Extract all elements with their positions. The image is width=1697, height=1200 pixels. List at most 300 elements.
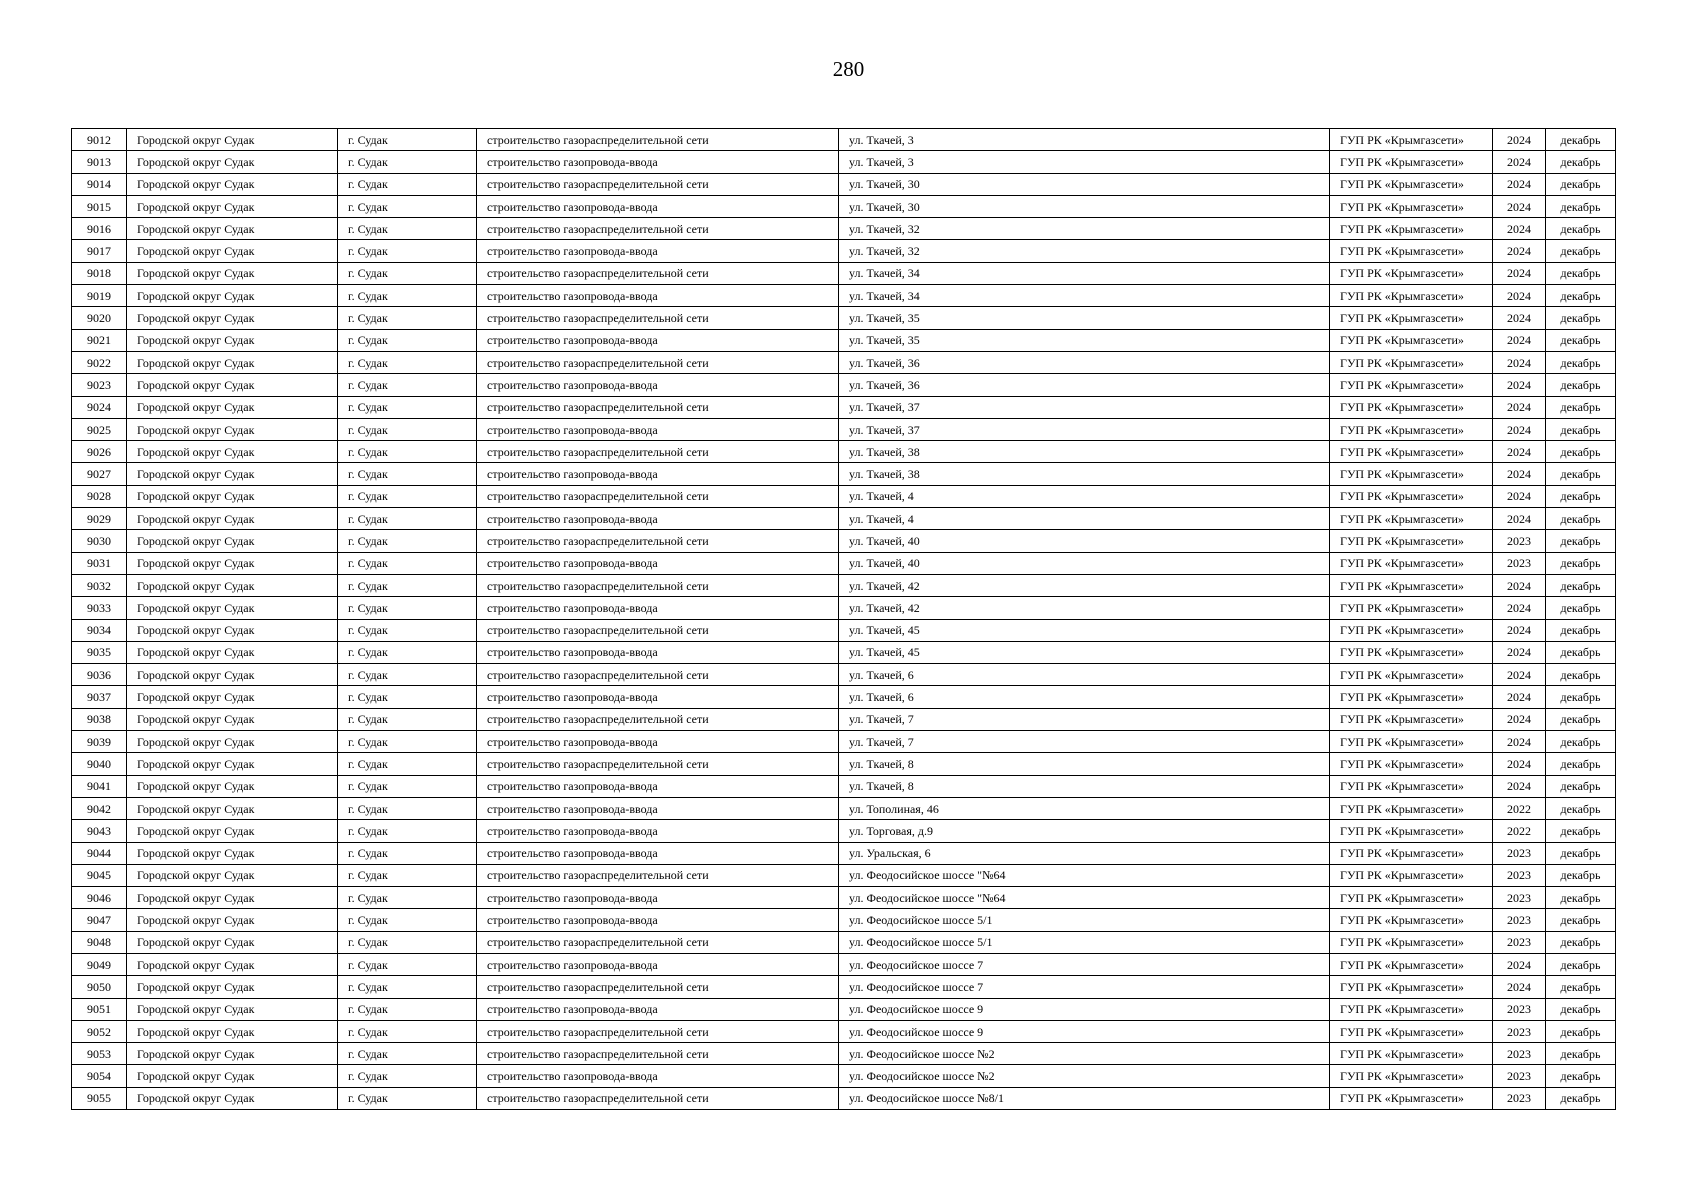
organization-cell: ГУП РК «Крымгазсети»	[1330, 552, 1493, 574]
municipality-cell: Городской округ Судак	[127, 374, 338, 396]
municipality-cell: Городской округ Судак	[127, 240, 338, 262]
address-cell: ул. Феодосийское шоссе 5/1	[839, 931, 1330, 953]
organization-cell: ГУП РК «Крымгазсети»	[1330, 396, 1493, 418]
month-cell: декабрь	[1546, 1043, 1616, 1065]
table-row	[72, 329, 1616, 351]
month-cell: декабрь	[1546, 1087, 1616, 1109]
gasification-table	[71, 128, 1616, 1110]
table-row	[72, 530, 1616, 552]
table-row	[72, 374, 1616, 396]
table-row	[72, 864, 1616, 886]
municipality-cell: Городской округ Судак	[127, 931, 338, 953]
year-cell: 2023	[1493, 1043, 1546, 1065]
city-cell: г. Судак	[338, 508, 477, 530]
address-cell: ул. Ткачей, 42	[839, 597, 1330, 619]
municipality-cell: Городской округ Судак	[127, 151, 338, 173]
row-number-cell: 9041	[72, 775, 127, 797]
year-cell: 2024	[1493, 351, 1546, 373]
work-type-cell: строительство газораспределительной сети	[477, 708, 839, 730]
year-cell: 2024	[1493, 775, 1546, 797]
year-cell: 2024	[1493, 396, 1546, 418]
organization-cell: ГУП РК «Крымгазсети»	[1330, 953, 1493, 975]
organization-cell: ГУП РК «Крымгазсети»	[1330, 530, 1493, 552]
row-number-cell: 9020	[72, 307, 127, 329]
table-row	[72, 351, 1616, 373]
organization-cell: ГУП РК «Крымгазсети»	[1330, 842, 1493, 864]
table-row	[72, 909, 1616, 931]
city-cell: г. Судак	[338, 597, 477, 619]
month-cell: декабрь	[1546, 351, 1616, 373]
address-cell: ул. Ткачей, 45	[839, 619, 1330, 641]
year-cell: 2024	[1493, 374, 1546, 396]
work-type-cell: строительство газопровода-ввода	[477, 463, 839, 485]
month-cell: декабрь	[1546, 619, 1616, 641]
row-number-cell: 9033	[72, 597, 127, 619]
address-cell: ул. Феодосийское шоссе 7	[839, 953, 1330, 975]
address-cell: ул. Ткачей, 34	[839, 262, 1330, 284]
city-cell: г. Судак	[338, 329, 477, 351]
year-cell: 2022	[1493, 797, 1546, 819]
year-cell: 2024	[1493, 485, 1546, 507]
work-type-cell: строительство газораспределительной сети	[477, 262, 839, 284]
month-cell: декабрь	[1546, 909, 1616, 931]
month-cell: декабрь	[1546, 887, 1616, 909]
work-type-cell: строительство газораспределительной сети	[477, 619, 839, 641]
table-row	[72, 953, 1616, 975]
table-row	[72, 887, 1616, 909]
work-type-cell: строительство газораспределительной сети	[477, 1087, 839, 1109]
municipality-cell: Городской округ Судак	[127, 508, 338, 530]
work-type-cell: строительство газопровода-ввода	[477, 329, 839, 351]
organization-cell: ГУП РК «Крымгазсети»	[1330, 708, 1493, 730]
organization-cell: ГУП РК «Крымгазсети»	[1330, 173, 1493, 195]
organization-cell: ГУП РК «Крымгазсети»	[1330, 597, 1493, 619]
address-cell: ул. Ткачей, 42	[839, 574, 1330, 596]
organization-cell: ГУП РК «Крымгазсети»	[1330, 864, 1493, 886]
table-body	[72, 129, 1616, 1110]
row-number-cell: 9028	[72, 485, 127, 507]
row-number-cell: 9043	[72, 820, 127, 842]
municipality-cell: Городской округ Судак	[127, 262, 338, 284]
organization-cell: ГУП РК «Крымгазсети»	[1330, 775, 1493, 797]
work-type-cell: строительство газопровода-ввода	[477, 418, 839, 440]
row-number-cell: 9039	[72, 731, 127, 753]
municipality-cell: Городской округ Судак	[127, 953, 338, 975]
month-cell: декабрь	[1546, 641, 1616, 663]
city-cell: г. Судак	[338, 887, 477, 909]
municipality-cell: Городской округ Судак	[127, 552, 338, 574]
row-number-cell: 9045	[72, 864, 127, 886]
city-cell: г. Судак	[338, 1043, 477, 1065]
work-type-cell: строительство газопровода-ввода	[477, 1065, 839, 1087]
address-cell: ул. Ткачей, 3	[839, 129, 1330, 151]
table-row	[72, 307, 1616, 329]
month-cell: декабрь	[1546, 396, 1616, 418]
address-cell: ул. Ткачей, 38	[839, 441, 1330, 463]
municipality-cell: Городской округ Судак	[127, 597, 338, 619]
municipality-cell: Городской округ Судак	[127, 775, 338, 797]
row-number-cell: 9015	[72, 195, 127, 217]
organization-cell: ГУП РК «Крымгазсети»	[1330, 574, 1493, 596]
address-cell: ул. Феодосийское шоссе "№64	[839, 887, 1330, 909]
table-row	[72, 240, 1616, 262]
table-row	[72, 597, 1616, 619]
year-cell: 2024	[1493, 574, 1546, 596]
year-cell: 2024	[1493, 262, 1546, 284]
row-number-cell: 9052	[72, 1020, 127, 1042]
month-cell: декабрь	[1546, 173, 1616, 195]
row-number-cell: 9016	[72, 218, 127, 240]
work-type-cell: строительство газопровода-ввода	[477, 887, 839, 909]
month-cell: декабрь	[1546, 976, 1616, 998]
month-cell: декабрь	[1546, 1065, 1616, 1087]
city-cell: г. Судак	[338, 686, 477, 708]
table-row	[72, 664, 1616, 686]
organization-cell: ГУП РК «Крымгазсети»	[1330, 351, 1493, 373]
organization-cell: ГУП РК «Крымгазсети»	[1330, 129, 1493, 151]
municipality-cell: Городской округ Судак	[127, 129, 338, 151]
address-cell: ул. Ткачей, 30	[839, 173, 1330, 195]
work-type-cell: строительство газопровода-ввода	[477, 909, 839, 931]
address-cell: ул. Ткачей, 35	[839, 329, 1330, 351]
year-cell: 2023	[1493, 931, 1546, 953]
city-cell: г. Судак	[338, 1087, 477, 1109]
year-cell: 2024	[1493, 218, 1546, 240]
address-cell: ул. Ткачей, 40	[839, 552, 1330, 574]
work-type-cell: строительство газопровода-ввода	[477, 998, 839, 1020]
table-row	[72, 1087, 1616, 1109]
table-row	[72, 418, 1616, 440]
row-number-cell: 9047	[72, 909, 127, 931]
work-type-cell: строительство газораспределительной сети	[477, 1020, 839, 1042]
work-type-cell: строительство газопровода-ввода	[477, 842, 839, 864]
year-cell: 2024	[1493, 463, 1546, 485]
month-cell: декабрь	[1546, 195, 1616, 217]
row-number-cell: 9054	[72, 1065, 127, 1087]
address-cell: ул. Ткачей, 8	[839, 775, 1330, 797]
row-number-cell: 9030	[72, 530, 127, 552]
municipality-cell: Городской округ Судак	[127, 1065, 338, 1087]
year-cell: 2024	[1493, 173, 1546, 195]
work-type-cell: строительство газопровода-ввода	[477, 686, 839, 708]
city-cell: г. Судак	[338, 1065, 477, 1087]
row-number-cell: 9024	[72, 396, 127, 418]
table-row	[72, 619, 1616, 641]
year-cell: 2023	[1493, 864, 1546, 886]
month-cell: декабрь	[1546, 753, 1616, 775]
row-number-cell: 9048	[72, 931, 127, 953]
city-cell: г. Судак	[338, 797, 477, 819]
row-number-cell: 9014	[72, 173, 127, 195]
address-cell: ул. Ткачей, 32	[839, 218, 1330, 240]
work-type-cell: строительство газопровода-ввода	[477, 374, 839, 396]
month-cell: декабрь	[1546, 151, 1616, 173]
work-type-cell: строительство газопровода-ввода	[477, 195, 839, 217]
organization-cell: ГУП РК «Крымгазсети»	[1330, 909, 1493, 931]
work-type-cell: строительство газопровода-ввода	[477, 151, 839, 173]
city-cell: г. Судак	[338, 953, 477, 975]
municipality-cell: Городской округ Судак	[127, 173, 338, 195]
address-cell: ул. Феодосийское шоссе №8/1	[839, 1087, 1330, 1109]
row-number-cell: 9031	[72, 552, 127, 574]
organization-cell: ГУП РК «Крымгазсети»	[1330, 731, 1493, 753]
row-number-cell: 9021	[72, 329, 127, 351]
year-cell: 2023	[1493, 909, 1546, 931]
row-number-cell: 9018	[72, 262, 127, 284]
table-row	[72, 508, 1616, 530]
city-cell: г. Судак	[338, 262, 477, 284]
month-cell: декабрь	[1546, 530, 1616, 552]
city-cell: г. Судак	[338, 909, 477, 931]
year-cell: 2024	[1493, 597, 1546, 619]
municipality-cell: Городской округ Судак	[127, 864, 338, 886]
city-cell: г. Судак	[338, 218, 477, 240]
municipality-cell: Городской округ Судак	[127, 329, 338, 351]
year-cell: 2023	[1493, 842, 1546, 864]
row-number-cell: 9013	[72, 151, 127, 173]
year-cell: 2024	[1493, 195, 1546, 217]
row-number-cell: 9042	[72, 797, 127, 819]
municipality-cell: Городской округ Судак	[127, 976, 338, 998]
organization-cell: ГУП РК «Крымгазсети»	[1330, 485, 1493, 507]
organization-cell: ГУП РК «Крымгазсети»	[1330, 887, 1493, 909]
month-cell: декабрь	[1546, 574, 1616, 596]
municipality-cell: Городской округ Судак	[127, 664, 338, 686]
municipality-cell: Городской округ Судак	[127, 574, 338, 596]
municipality-cell: Городской округ Судак	[127, 619, 338, 641]
organization-cell: ГУП РК «Крымгазсети»	[1330, 218, 1493, 240]
municipality-cell: Городской округ Судак	[127, 530, 338, 552]
month-cell: декабрь	[1546, 664, 1616, 686]
table-row	[72, 285, 1616, 307]
table-row	[72, 820, 1616, 842]
organization-cell: ГУП РК «Крымгазсети»	[1330, 797, 1493, 819]
address-cell: ул. Феодосийское шоссе 9	[839, 998, 1330, 1020]
address-cell: ул. Ткачей, 38	[839, 463, 1330, 485]
city-cell: г. Судак	[338, 731, 477, 753]
table-row	[72, 1065, 1616, 1087]
municipality-cell: Городской округ Судак	[127, 441, 338, 463]
month-cell: декабрь	[1546, 129, 1616, 151]
row-number-cell: 9029	[72, 508, 127, 530]
organization-cell: ГУП РК «Крымгазсети»	[1330, 1087, 1493, 1109]
year-cell: 2022	[1493, 820, 1546, 842]
table-row	[72, 753, 1616, 775]
municipality-cell: Городской округ Судак	[127, 820, 338, 842]
city-cell: г. Судак	[338, 842, 477, 864]
municipality-cell: Городской округ Судак	[127, 731, 338, 753]
organization-cell: ГУП РК «Крымгазсети»	[1330, 240, 1493, 262]
city-cell: г. Судак	[338, 552, 477, 574]
year-cell: 2024	[1493, 976, 1546, 998]
month-cell: декабрь	[1546, 731, 1616, 753]
work-type-cell: строительство газораспределительной сети	[477, 753, 839, 775]
work-type-cell: строительство газораспределительной сети	[477, 530, 839, 552]
municipality-cell: Городской округ Судак	[127, 909, 338, 931]
city-cell: г. Судак	[338, 396, 477, 418]
month-cell: декабрь	[1546, 797, 1616, 819]
month-cell: декабрь	[1546, 307, 1616, 329]
organization-cell: ГУП РК «Крымгазсети»	[1330, 753, 1493, 775]
address-cell: ул. Ткачей, 7	[839, 708, 1330, 730]
city-cell: г. Судак	[338, 374, 477, 396]
organization-cell: ГУП РК «Крымгазсети»	[1330, 998, 1493, 1020]
row-number-cell: 9022	[72, 351, 127, 373]
organization-cell: ГУП РК «Крымгазсети»	[1330, 1020, 1493, 1042]
year-cell: 2024	[1493, 953, 1546, 975]
year-cell: 2024	[1493, 285, 1546, 307]
row-number-cell: 9019	[72, 285, 127, 307]
work-type-cell: строительство газораспределительной сети	[477, 664, 839, 686]
municipality-cell: Городской округ Судак	[127, 1043, 338, 1065]
city-cell: г. Судак	[338, 976, 477, 998]
work-type-cell: строительство газопровода-ввода	[477, 641, 839, 663]
address-cell: ул. Ткачей, 6	[839, 686, 1330, 708]
table-row	[72, 708, 1616, 730]
city-cell: г. Судак	[338, 619, 477, 641]
table-row	[72, 151, 1616, 173]
table-row	[72, 129, 1616, 151]
month-cell: декабрь	[1546, 552, 1616, 574]
city-cell: г. Судак	[338, 775, 477, 797]
address-cell: ул. Ткачей, 4	[839, 508, 1330, 530]
row-number-cell: 9055	[72, 1087, 127, 1109]
address-cell: ул. Ткачей, 4	[839, 485, 1330, 507]
table-row	[72, 775, 1616, 797]
address-cell: ул. Феодосийское шоссе "№64	[839, 864, 1330, 886]
work-type-cell: строительство газопровода-ввода	[477, 797, 839, 819]
city-cell: г. Судак	[338, 129, 477, 151]
city-cell: г. Судак	[338, 574, 477, 596]
month-cell: декабрь	[1546, 240, 1616, 262]
address-cell: ул. Ткачей, 36	[839, 374, 1330, 396]
municipality-cell: Городской округ Судак	[127, 195, 338, 217]
municipality-cell: Городской округ Судак	[127, 351, 338, 373]
page-number: 280	[832, 57, 865, 81]
table-row	[72, 463, 1616, 485]
municipality-cell: Городской округ Судак	[127, 842, 338, 864]
city-cell: г. Судак	[338, 864, 477, 886]
organization-cell: ГУП РК «Крымгазсети»	[1330, 463, 1493, 485]
month-cell: декабрь	[1546, 463, 1616, 485]
year-cell: 2024	[1493, 151, 1546, 173]
city-cell: г. Судак	[338, 173, 477, 195]
address-cell: ул. Тополиная, 46	[839, 797, 1330, 819]
municipality-cell: Городской округ Судак	[127, 418, 338, 440]
work-type-cell: строительство газораспределительной сети	[477, 396, 839, 418]
city-cell: г. Судак	[338, 641, 477, 663]
year-cell: 2024	[1493, 329, 1546, 351]
row-number-cell: 9050	[72, 976, 127, 998]
organization-cell: ГУП РК «Крымгазсети»	[1330, 686, 1493, 708]
city-cell: г. Судак	[338, 441, 477, 463]
table-row	[72, 731, 1616, 753]
row-number-cell: 9049	[72, 953, 127, 975]
work-type-cell: строительство газопровода-ввода	[477, 552, 839, 574]
year-cell: 2024	[1493, 240, 1546, 262]
table-row	[72, 218, 1616, 240]
month-cell: декабрь	[1546, 441, 1616, 463]
organization-cell: ГУП РК «Крымгазсети»	[1330, 1043, 1493, 1065]
address-cell: ул. Ткачей, 6	[839, 664, 1330, 686]
table-row	[72, 195, 1616, 217]
work-type-cell: строительство газораспределительной сети	[477, 173, 839, 195]
table-row	[72, 1043, 1616, 1065]
work-type-cell: строительство газопровода-ввода	[477, 731, 839, 753]
organization-cell: ГУП РК «Крымгазсети»	[1330, 418, 1493, 440]
work-type-cell: строительство газопровода-ввода	[477, 820, 839, 842]
address-cell: ул. Ткачей, 3	[839, 151, 1330, 173]
city-cell: г. Судак	[338, 307, 477, 329]
table-row	[72, 1020, 1616, 1042]
address-cell: ул. Ткачей, 36	[839, 351, 1330, 373]
address-cell: ул. Феодосийское шоссе №2	[839, 1043, 1330, 1065]
municipality-cell: Городской округ Судак	[127, 887, 338, 909]
municipality-cell: Городской округ Судак	[127, 998, 338, 1020]
year-cell: 2023	[1493, 1065, 1546, 1087]
organization-cell: ГУП РК «Крымгазсети»	[1330, 664, 1493, 686]
row-number-cell: 9038	[72, 708, 127, 730]
organization-cell: ГУП РК «Крымгазсети»	[1330, 441, 1493, 463]
table-row	[72, 641, 1616, 663]
table-row	[72, 441, 1616, 463]
row-number-cell: 9027	[72, 463, 127, 485]
year-cell: 2024	[1493, 418, 1546, 440]
row-number-cell: 9036	[72, 664, 127, 686]
row-number-cell: 9037	[72, 686, 127, 708]
month-cell: декабрь	[1546, 374, 1616, 396]
row-number-cell: 9053	[72, 1043, 127, 1065]
month-cell: декабрь	[1546, 485, 1616, 507]
address-cell: ул. Торговая, д.9	[839, 820, 1330, 842]
year-cell: 2024	[1493, 641, 1546, 663]
city-cell: г. Судак	[338, 753, 477, 775]
city-cell: г. Судак	[338, 418, 477, 440]
work-type-cell: строительство газораспределительной сети	[477, 307, 839, 329]
organization-cell: ГУП РК «Крымгазсети»	[1330, 619, 1493, 641]
table-row	[72, 396, 1616, 418]
city-cell: г. Судак	[338, 463, 477, 485]
work-type-cell: строительство газопровода-ввода	[477, 775, 839, 797]
organization-cell: ГУП РК «Крымгазсети»	[1330, 931, 1493, 953]
address-cell: ул. Ткачей, 35	[839, 307, 1330, 329]
year-cell: 2023	[1493, 998, 1546, 1020]
year-cell: 2024	[1493, 686, 1546, 708]
municipality-cell: Городской округ Судак	[127, 1020, 338, 1042]
municipality-cell: Городской округ Судак	[127, 218, 338, 240]
work-type-cell: строительство газопровода-ввода	[477, 597, 839, 619]
row-number-cell: 9012	[72, 129, 127, 151]
municipality-cell: Городской округ Судак	[127, 708, 338, 730]
address-cell: ул. Ткачей, 45	[839, 641, 1330, 663]
year-cell: 2024	[1493, 508, 1546, 530]
month-cell: декабрь	[1546, 285, 1616, 307]
table-row	[72, 976, 1616, 998]
organization-cell: ГУП РК «Крымгазсети»	[1330, 374, 1493, 396]
table-row	[72, 262, 1616, 284]
municipality-cell: Городской округ Судак	[127, 641, 338, 663]
city-cell: г. Судак	[338, 285, 477, 307]
address-cell: ул. Ткачей, 37	[839, 418, 1330, 440]
month-cell: декабрь	[1546, 597, 1616, 619]
work-type-cell: строительство газопровода-ввода	[477, 285, 839, 307]
organization-cell: ГУП РК «Крымгазсети»	[1330, 820, 1493, 842]
work-type-cell: строительство газораспределительной сети	[477, 976, 839, 998]
row-number-cell: 9023	[72, 374, 127, 396]
year-cell: 2024	[1493, 441, 1546, 463]
address-cell: ул. Ткачей, 40	[839, 530, 1330, 552]
table-row	[72, 574, 1616, 596]
